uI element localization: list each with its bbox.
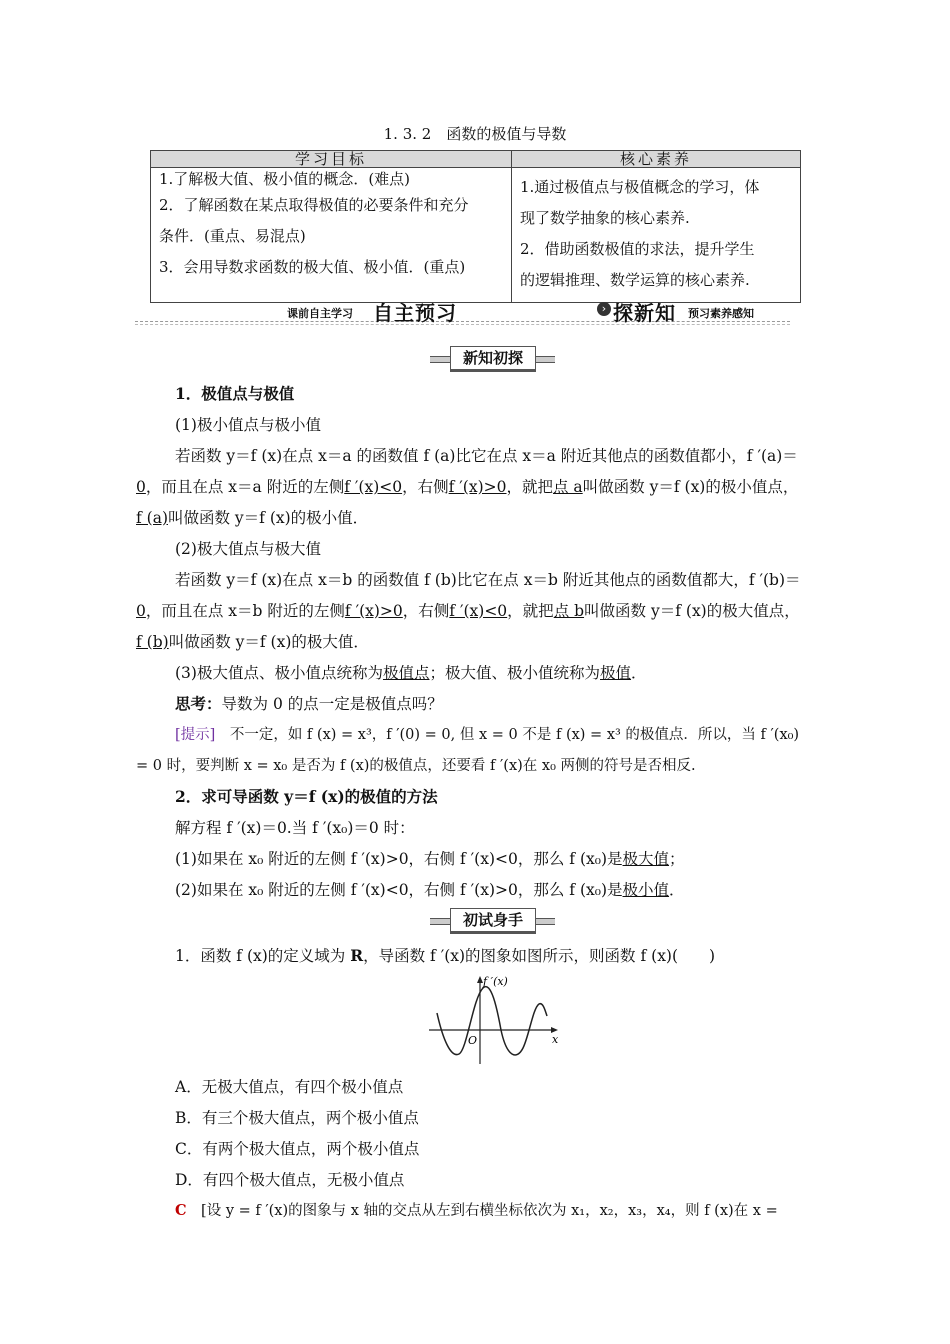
option-b: B．有三个极大值点，两个极小值点 xyxy=(175,1109,419,1127)
subheading-max: (2)极大值点与极大值 xyxy=(175,540,321,558)
hint-line-2: = 0 时，要判断 x = x₀ 是否为 f (x)的极值点，还要看 f ′(x)在 x₀ 两侧的符号是否相反. xyxy=(136,758,696,774)
goals-table xyxy=(150,150,801,303)
literacy-line: 的逻辑推理、数学运算的核心素养. xyxy=(520,271,750,289)
x-axis-label: x xyxy=(552,1033,559,1046)
option-a: A．无极大值点，有四个极小值点 xyxy=(175,1078,404,1096)
goal-line: 2．了解函数在某点取得极值的必要条件和充分 xyxy=(159,196,469,214)
question-1: 1．函数 f (x)的定义域为 R，导函数 f ′(x)的图象如图所示，则函数 f (x)( ) xyxy=(175,946,716,965)
option-c: C．有两个极大值点，两个极小值点 xyxy=(175,1140,420,1158)
subheading-min: (1)极小值点与极小值 xyxy=(175,416,321,434)
para-max-1: 若函数 y＝f (x)在点 x＝b 的函数值 f (b)比它在点 x＝b 附近其他点的函数值都大，f ′(b)＝ xyxy=(175,571,801,589)
banner-right-label: 预习素养感知 xyxy=(688,307,754,320)
heading-1: 1．极值点与极值 xyxy=(175,384,295,403)
para-max-2: 0，而且在点 x＝b 附近的左侧f ′(x)>0，右侧f ′(x)<0，就把点 b叫做函数 y＝f (x)的极大值点， xyxy=(136,602,800,620)
para-min-1: 若函数 y＝f (x)在点 x＝a 的函数值 f (a)比它在点 x＝a 附近其他点的函数值都小，f ′(a)＝ xyxy=(175,447,798,465)
hint-line-1: [提示] 不一定，如 f (x) = x³，f ′(0) = 0, 但 x = 0 不是 f (x) = x³ 的极值点．所以，当 f ′(x₀) xyxy=(175,727,800,743)
derivative-curve xyxy=(437,987,547,1055)
derivative-graph xyxy=(425,968,565,1068)
banner-left-label: 课前自主学习 xyxy=(287,307,353,320)
option-d: D．有四个极大值点，无极小值点 xyxy=(175,1171,405,1189)
section-header-2: 初试身手 xyxy=(430,908,555,930)
literacy-header: 核心素养 xyxy=(512,151,801,168)
banner-title-left: 自主预习 xyxy=(373,301,457,325)
goals-header: 学习目标 xyxy=(151,151,512,168)
method-2: (1)如果在 x₀ 附近的左侧 f ′(x)>0，右侧 f ′(x)<0，那么 f (x₀)是极大值； xyxy=(175,850,685,868)
para-min-3: f (a)叫做函数 y＝f (x)的极小值． xyxy=(136,509,369,527)
answer-letter: C xyxy=(175,1202,187,1219)
method-1: 解方程 f ′(x)＝0.当 f ′(x₀)＝0 时： xyxy=(175,819,415,837)
origin-label: O xyxy=(468,1034,478,1047)
para-extreme: (3)极大值点、极小值点统称为极值点；极大值、极小值统称为极值． xyxy=(175,664,647,682)
para-min-2: 0，而且在点 x＝a 附近的左侧f ′(x)<0，右侧f ′(x)>0，就把点 a叫做函数 y＝f (x)的极小值点， xyxy=(136,478,799,496)
y-axis-label: f ′(x) xyxy=(483,975,508,988)
literacy-line: 1.通过极值点与极值概念的学习，体 xyxy=(520,178,760,196)
method-3: (2)如果在 x₀ 附近的左侧 f ′(x)<0，右侧 f ′(x)>0，那么 f (x₀)是极小值． xyxy=(175,881,685,899)
page-title: 1. 3. 2 函数的极值与导数 xyxy=(383,125,567,143)
think-question: 思考：导数为 0 的点一定是极值点吗？ xyxy=(175,694,443,713)
goals-cell xyxy=(151,168,512,303)
literacy-line: 2．借助函数极值的求法，提升学生 xyxy=(520,240,755,258)
chevron-right-icon: › xyxy=(597,302,611,316)
answer-line: C [设 y = f ′(x)的图象与 x 轴的交点从左到右横坐标依次为 x₁，x₂，x₃，x₄，则 f (x)在 x = xyxy=(175,1202,778,1219)
goal-line: 3．会用导数求函数的极大值、极小值．(重点) xyxy=(159,258,466,276)
heading-2: 2．求可导函数 y＝f (x)的极值的方法 xyxy=(175,787,438,806)
literacy-cell xyxy=(512,168,801,303)
para-max-3: f (b)叫做函数 y＝f (x)的极大值． xyxy=(136,633,369,651)
banner-title-right: 探新知 xyxy=(613,301,676,325)
goal-line: 1.了解极大值、极小值的概念．(难点) xyxy=(159,170,411,188)
section-banner xyxy=(135,297,790,325)
goal-line: 条件．(重点、易混点) xyxy=(159,227,306,245)
section-header-1: 新知初探 xyxy=(430,346,555,368)
literacy-line: 现了数学抽象的核心素养. xyxy=(520,209,690,227)
